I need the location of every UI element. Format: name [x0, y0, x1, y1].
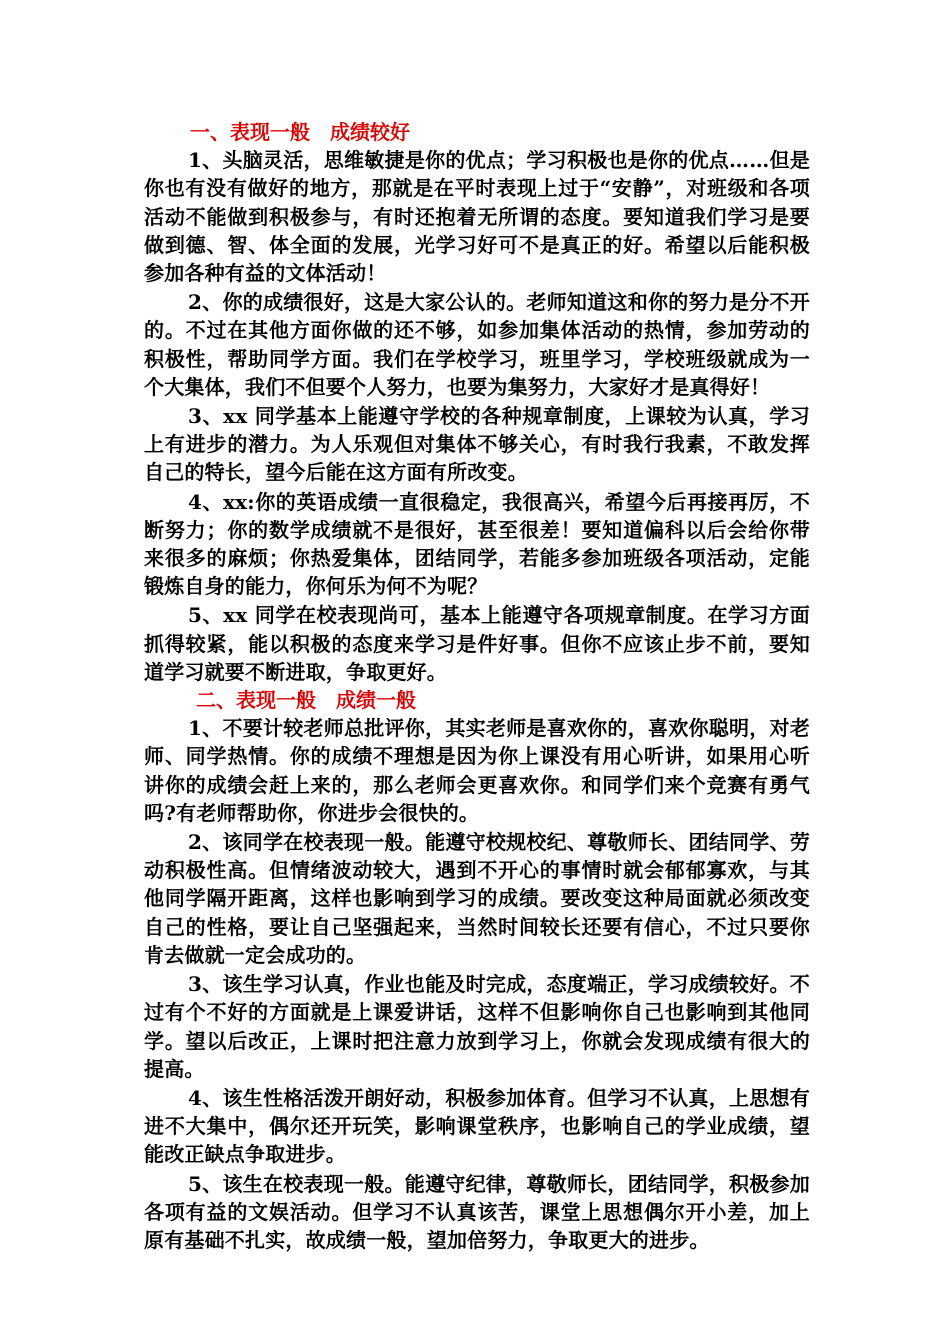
comment-paragraph: 2、该同学在校表现一般。能遵守校规校纪、尊敬师长、团结同学、劳动积极性高。但情绪波动较大，遇到不开心的事情时就会郁郁寡欢，与其他同学隔开距离，这样也影响到学习的成绩。要改变这种局面就必须改变自己的性格，要让自己坚强起来，当然时间较长还要有信心，不过只要你肯去做就一定会成功的。: [144, 830, 810, 967]
comment-paragraph: 5、xx 同学在校表现尚可，基本上能遵守各项规章制度。在学习方面抓得较紧，能以积极的态度来学习是件好事。但你不应该止步不前，要知道学习就要不断进取，争取更好。: [144, 603, 810, 684]
section-heading-2: 二、表现一般 成绩一般: [196, 688, 416, 713]
comment-paragraph: 1、不要计较老师总批评你，其实老师是喜欢你的，喜欢你聪明，对老师、同学热情。你的成绩不理想是因为你上课没有用心听讲，如果用心听讲你的成绩会赶上来的，那么老师会更喜欢你。和同学们来个竞赛有勇气吗?有老师帮助你，你进步会很快的。: [144, 716, 810, 825]
comment-paragraph: 4、xx:你的英语成绩一直很稳定，我很高兴，希望今后再接再厉，不断努力；你的数学成绩就不是很好，甚至很差！要知道偏科以后会给你带来很多的麻烦；你热爱集体，团结同学，若能多参加班级各项活动，定能锻炼自身的能力，你何乐为何不为呢？: [144, 489, 810, 599]
comment-paragraph: 1、头脑灵活，思维敏捷是你的优点；学习积极也是你的优点……但是你也有没有做好的地方，那就是在平时表现上过于“安静”，对班级和各项活动不能做到积极参与，有时还抱着无所谓的态度。要知道我们学习是要做到德、智、体全面的发展，光学习好可不是真正的好。希望以后能积极参加各种有益的文体活动！: [144, 148, 810, 286]
comment-paragraph: 4、该生性格活泼开朗好动，积极参加体育。但学习不认真，上思想有进不大集中，偶尔还开玩笑，影响课堂秩序，也影响自己的学业成绩，望能改正缺点争取进步。: [144, 1085, 810, 1167]
comment-paragraph: 3、该生学习认真，作业也能及时完成，态度端正，学习成绩较好。不过有个不好的方面就是上课爱讲话，这样不但影响你自己也影响到其他同学。望以后改正，上课时把注意力放到学习上，你就会发现成绩有很大的提高。: [144, 972, 810, 1081]
document-page: [144, 118, 810, 1254]
comment-paragraph: 5、该生在校表现一般。能遵守纪律，尊敬师长，团结同学，积极参加各项有益的文娱活动。但学习不认真该苦，课堂上思想偶尔开小差，加上原有基础不扎实，故成绩一般，望加倍努力，争取更大的进步。: [144, 1171, 810, 1252]
section-heading-1: 一、表现一般 成绩较好: [190, 120, 410, 144]
comment-paragraph: 3、xx 同学基本上能遵守学校的各种规章制度，上课较为认真，学习上有进步的潜力。为人乐观但对集体不够关心，有时我行我素，不敢发挥自己的特长，望今后能在这方面有所改变。: [144, 404, 810, 485]
comment-paragraph: 2、你的成绩很好，这是大家公认的。老师知道这和你的努力是分不开的。不过在其他方面你做的还不够，如参加集体活动的热情，参加劳动的积极性，帮助同学方面。我们在学校学习，班里学习，学校班级就成为一个大集体，我们不但要个人努力，也要为集努力，大家好才是真得好！: [144, 290, 810, 399]
